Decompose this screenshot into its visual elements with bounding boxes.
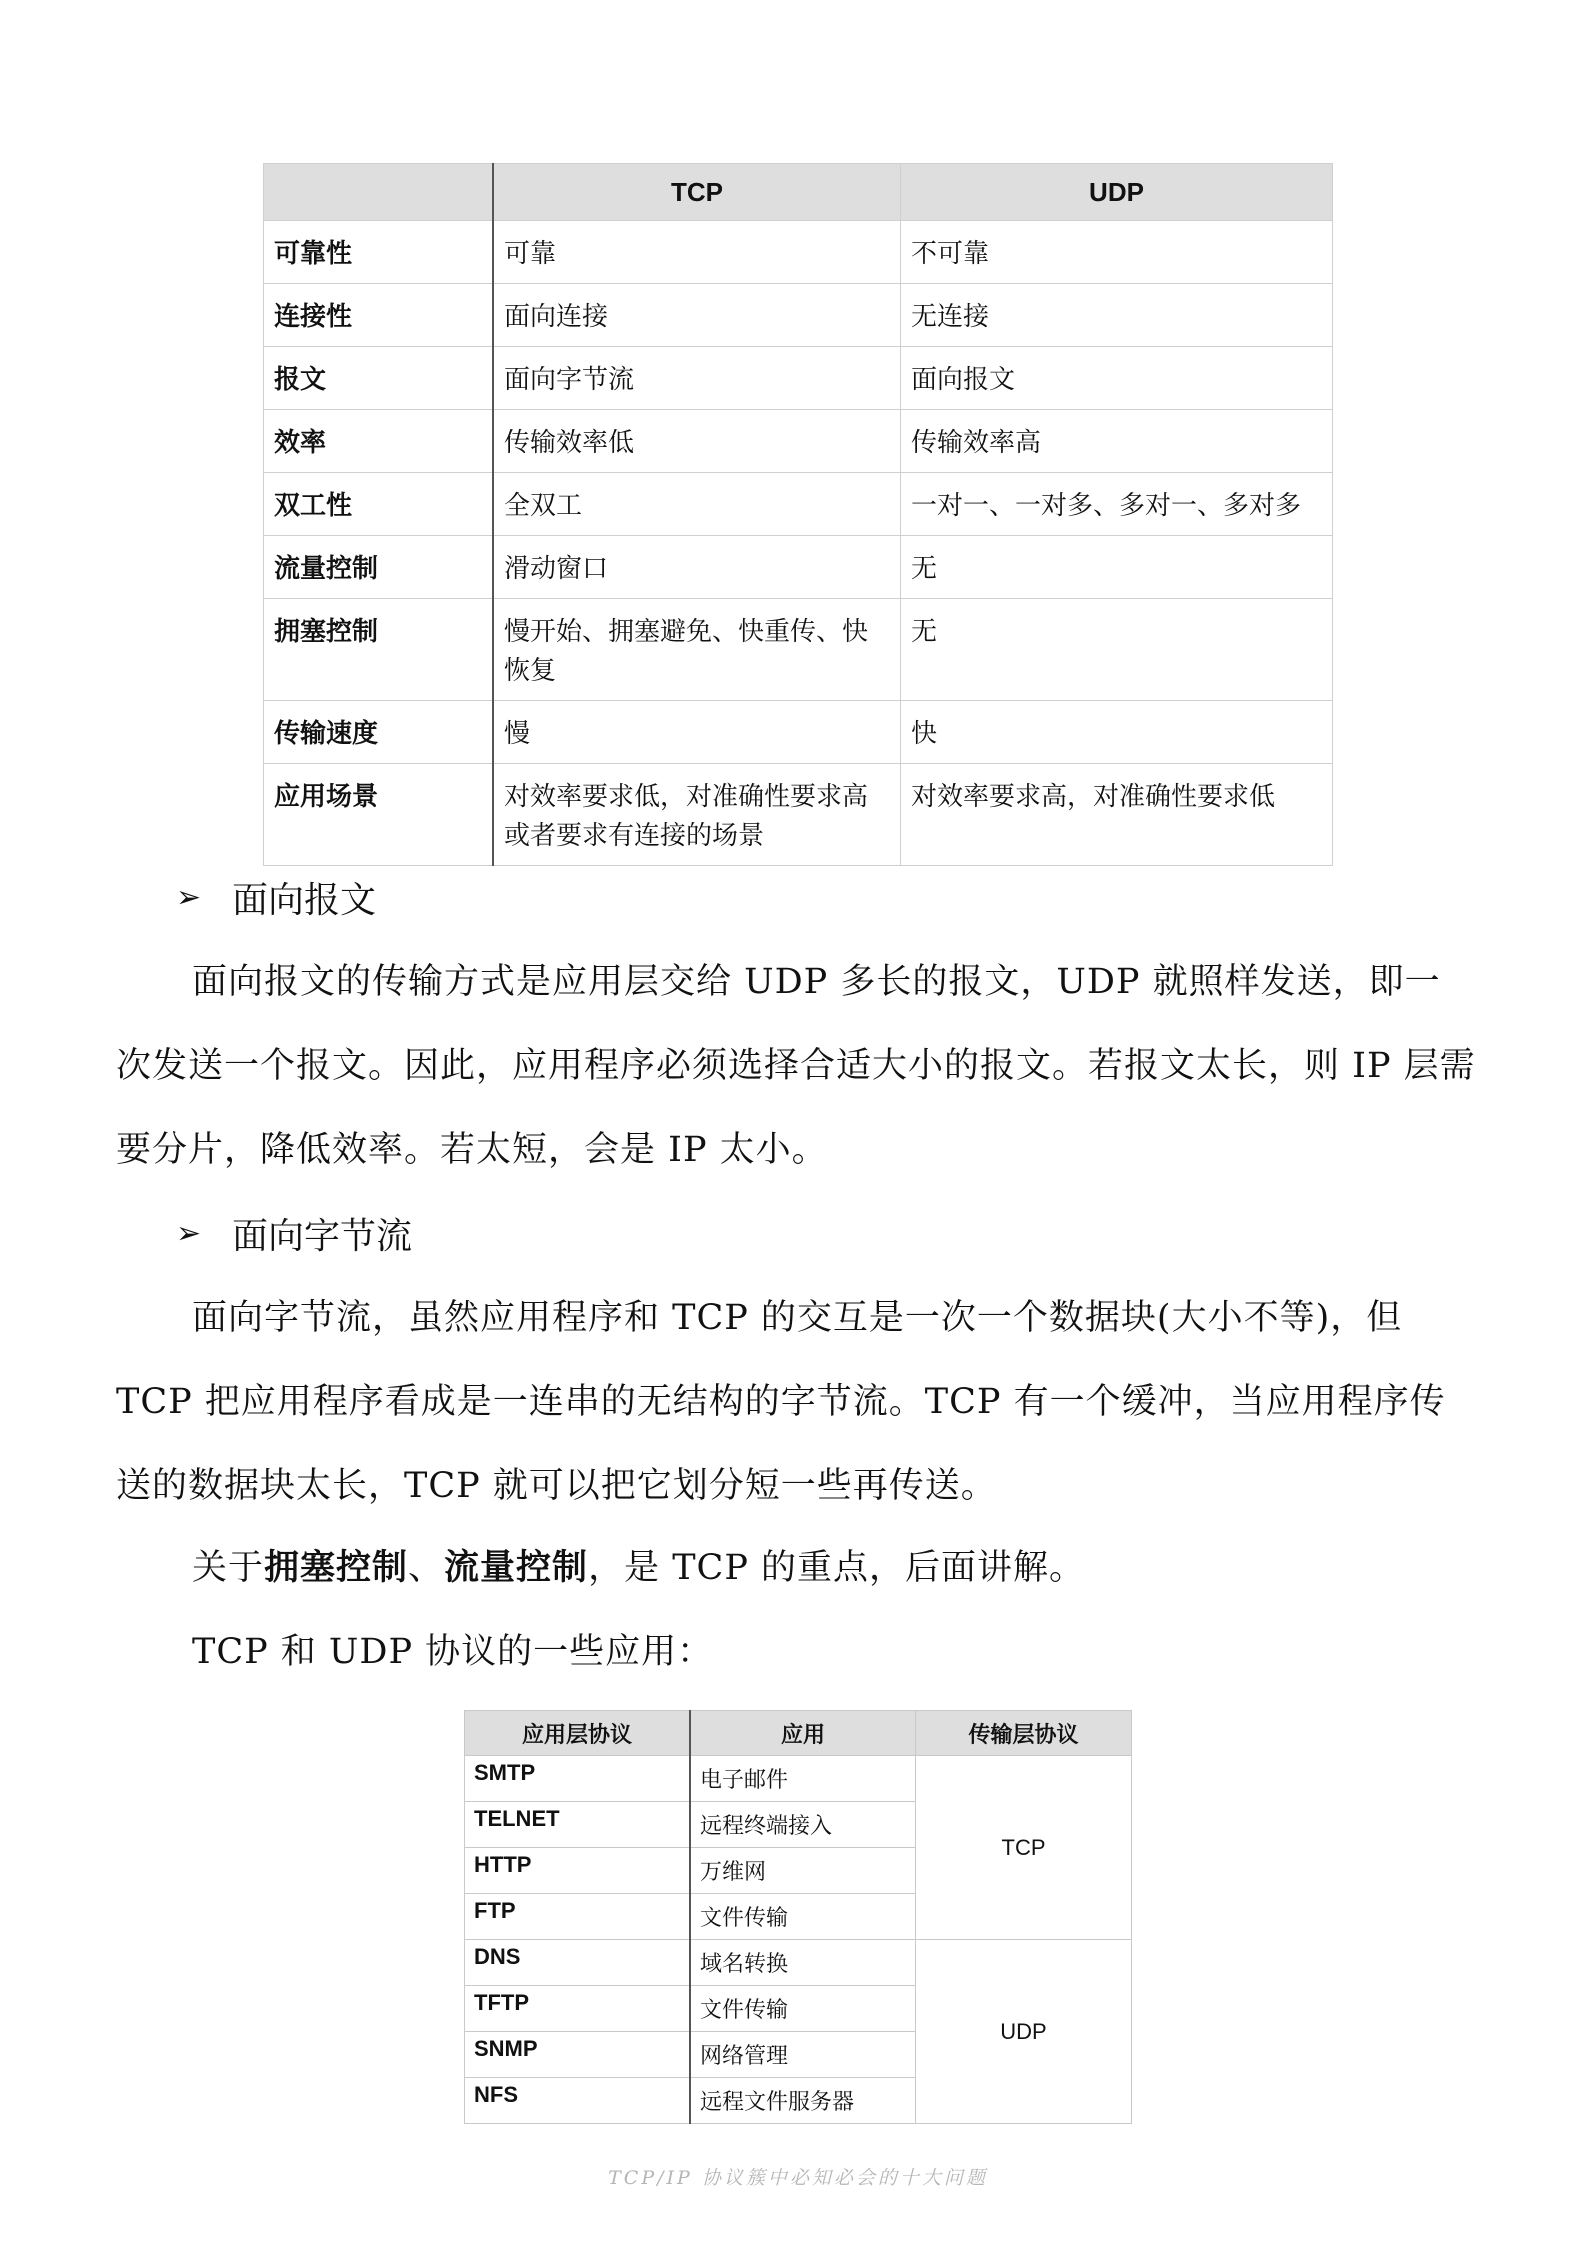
protocol-cell: SNMP	[465, 2032, 691, 2078]
udp-cell: 对效率要求高，对准确性要求低	[901, 764, 1333, 866]
transport-cell-udp: UDP	[916, 1940, 1132, 2124]
protocol-cell: DNS	[465, 1940, 691, 1986]
tcp-cell: 慢	[493, 701, 901, 764]
tcp-cell: 滑动窗口	[493, 536, 901, 599]
header-app-protocol: 应用层协议	[465, 1711, 691, 1756]
table-row	[264, 473, 1333, 536]
feature-cell: 连接性	[264, 284, 494, 347]
udp-cell: 不可靠	[901, 221, 1333, 284]
protocol-cell: TELNET	[465, 1802, 691, 1848]
section-heading-message-oriented	[176, 872, 376, 923]
table-row	[264, 701, 1333, 764]
protocol-application-table	[464, 1710, 1132, 2124]
note-suffix: ，是 TCP 的重点，后面讲解。	[588, 1548, 1085, 1588]
feature-cell: 可靠性	[264, 221, 494, 284]
protocol-cell: SMTP	[465, 1756, 691, 1802]
table-header-row	[465, 1711, 1132, 1756]
protocol-cell: NFS	[465, 2078, 691, 2124]
protocol-cell: TFTP	[465, 1986, 691, 2032]
table-row	[264, 536, 1333, 599]
table-row	[465, 1940, 1132, 1986]
header-application: 应用	[690, 1711, 916, 1756]
application-cell: 网络管理	[690, 2032, 916, 2078]
transport-cell-tcp: TCP	[916, 1756, 1132, 1940]
tcp-cell: 传输效率低	[493, 410, 901, 473]
tcp-cell: 对效率要求低，对准确性要求高或者要求有连接的场景	[493, 764, 901, 866]
feature-cell: 传输速度	[264, 701, 494, 764]
page-footer: TCP/IP 协议簇中必知必会的十大问题	[608, 2167, 988, 2189]
udp-cell: 无连接	[901, 284, 1333, 347]
header-tcp: TCP	[493, 164, 901, 221]
application-cell: 远程终端接入	[690, 1802, 916, 1848]
tcp-cell: 面向连接	[493, 284, 901, 347]
feature-cell: 流量控制	[264, 536, 494, 599]
udp-cell: 快	[901, 701, 1333, 764]
section-heading-byte-stream	[176, 1208, 412, 1259]
header-udp: UDP	[901, 164, 1333, 221]
table-row	[264, 284, 1333, 347]
tcp-cell: 可靠	[493, 221, 901, 284]
section-heading-text: 面向字节流	[232, 1216, 413, 1257]
note-bold-congestion: 拥塞控制	[264, 1548, 409, 1588]
feature-cell: 应用场景	[264, 764, 494, 866]
udp-cell: 传输效率高	[901, 410, 1333, 473]
paragraph-message-oriented: 面向报文的传输方式是应用层交给 UDP 多长的报文，UDP 就照样发送，即一次发送一个报文。因此，应用程序必须选择合适大小的报文。若报文太长，则 IP 层需要分片，降低效率。若太短，会是 IP 太小。	[116, 962, 1476, 1170]
protocol-cell: HTTP	[465, 1848, 691, 1894]
feature-cell: 报文	[264, 347, 494, 410]
protocol-cell: FTP	[465, 1894, 691, 1940]
table-row	[264, 764, 1333, 866]
table-row	[264, 221, 1333, 284]
tcp-cell: 慢开始、拥塞避免、快重传、快恢复	[493, 599, 901, 701]
udp-cell: 面向报文	[901, 347, 1333, 410]
arrow-bullet-icon: ➢	[176, 1216, 202, 1251]
note-line	[192, 1540, 1085, 1590]
application-cell: 域名转换	[690, 1940, 916, 1986]
tcp-cell: 全双工	[493, 473, 901, 536]
table-header-row	[264, 164, 1333, 221]
application-cell: 电子邮件	[690, 1756, 916, 1802]
apps-intro: TCP 和 UDP 协议的一些应用：	[192, 1632, 714, 1672]
arrow-bullet-icon: ➢	[176, 880, 202, 915]
application-cell: 文件传输	[690, 1986, 916, 2032]
tcp-cell: 面向字节流	[493, 347, 901, 410]
section-heading-text: 面向报文	[232, 880, 377, 921]
note-separator: 、	[408, 1548, 445, 1588]
note-bold-flow: 流量控制	[444, 1548, 589, 1588]
application-cell: 万维网	[690, 1848, 916, 1894]
paragraph-byte-stream: 面向字节流，虽然应用程序和 TCP 的交互是一次一个数据块(大小不等)，但 TCP 把应用程序看成是一连串的无结构的字节流。TCP 有一个缓冲，当应用程序传送的数据块太长，TCP 就可以把它划分短一些再传送。	[116, 1298, 1446, 1506]
application-cell: 远程文件服务器	[690, 2078, 916, 2124]
table-row	[264, 599, 1333, 701]
header-blank	[264, 164, 494, 221]
feature-cell: 效率	[264, 410, 494, 473]
table-row	[465, 1756, 1132, 1802]
note-prefix: 关于	[192, 1548, 265, 1588]
table-row	[264, 410, 1333, 473]
feature-cell: 双工性	[264, 473, 494, 536]
header-transport-protocol: 传输层协议	[916, 1711, 1132, 1756]
tcp-udp-comparison-table	[263, 163, 1333, 866]
application-cell: 文件传输	[690, 1894, 916, 1940]
udp-cell: 无	[901, 536, 1333, 599]
table-row	[264, 347, 1333, 410]
feature-cell: 拥塞控制	[264, 599, 494, 701]
udp-cell: 一对一、一对多、多对一、多对多	[901, 473, 1333, 536]
udp-cell: 无	[901, 599, 1333, 701]
